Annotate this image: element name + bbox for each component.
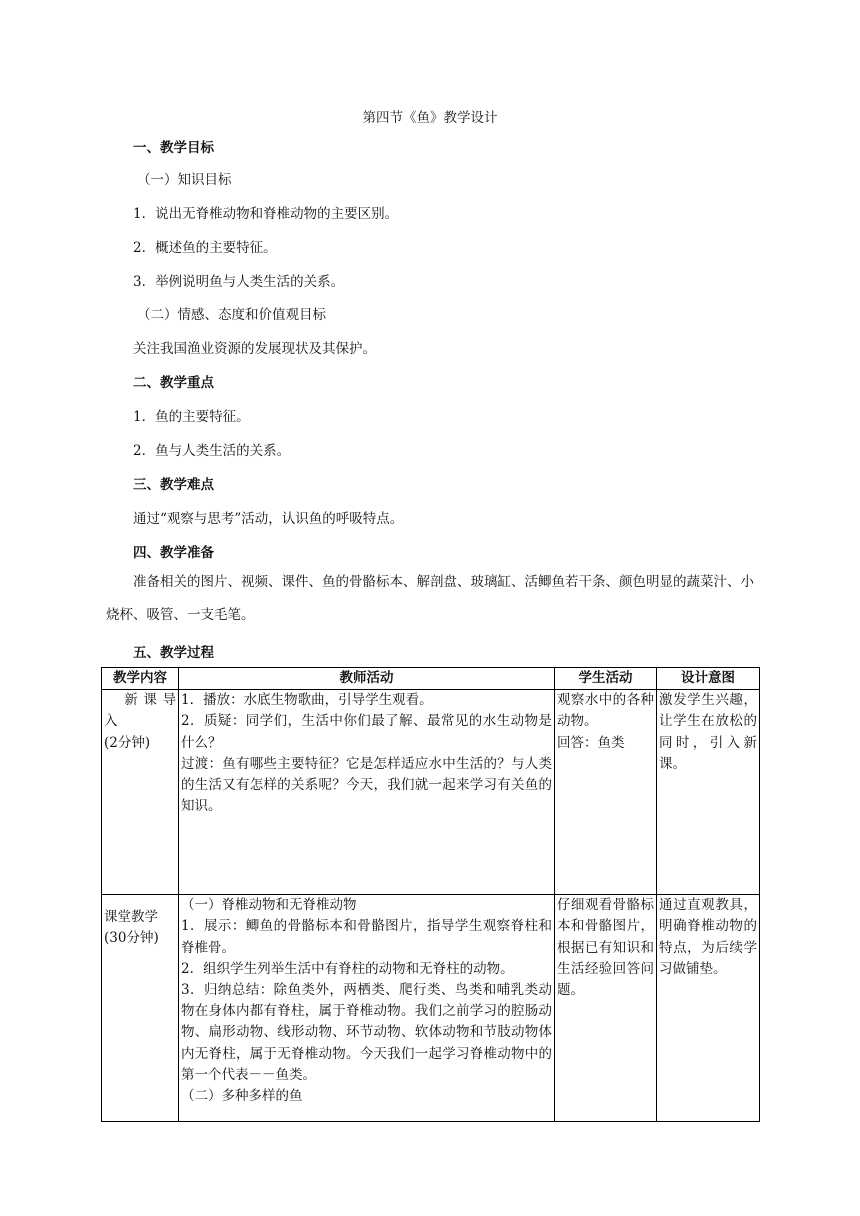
attitude-goal-text: 关注我国渔业资源的发展现状及其保护。 [133,341,376,357]
subheading-attitude-goals: （二）情感、态度和价值观目标 [137,307,326,323]
teacher-activity-line: 1．播放：水底生物歌曲，引导学生观看。 [181,692,433,709]
teacher-activity-line: （一）脊椎动物和无脊椎动物 [181,897,357,914]
teacher-activity-cell [179,690,555,895]
teacher-activity-line: 3．归纳总结：除鱼类外，两栖类、爬行类、鸟类和哺乳类动物在身体内都有脊柱，属于脊椎动物。我们之前学习的腔肠动物、扁形动物、线形动物、环节动物、软体动物和节肢动物体内无脊柱，属于无脊椎动物。今天我们一起学习脊椎动物中的第一个代表－－鱼类。 [181,982,552,1083]
teacher-activity-line: 1．展示：鲫鱼的骨骼标本和骨骼图片，指导学生观察脊柱和脊椎骨。 [181,918,552,956]
teacher-activity-line: （二）多种多样的鱼 [181,1088,303,1105]
goal-item: 2．概述鱼的主要特征。 [133,240,277,256]
design-intent-cell [657,690,760,895]
student-activity-line: 仔细观看骨骼标本和骨骼图片，根据已有知识和生活经验回答问题。 [557,897,654,999]
teacher-activity-line: 2．质疑：同学们，生活中你们最了解、最常见的水生动物是什么？ [181,713,552,751]
document-title: 第四节《鱼》教学设计 [362,110,498,126]
section-heading-preparation: 四、教学准备 [133,545,214,561]
header-student-activity: 学生活动 [555,668,657,690]
content-label: 课堂教学 [104,909,158,926]
table-row [102,895,760,1122]
teacher-activity-line: 过渡：鱼有哪些主要特征？它是怎样适应水中生活的？与人类的生活又有怎样的关系呢？今天，我们就一起来学习有关鱼的知识。 [181,755,552,815]
student-activity-line: 观察水中的各种动物。 [557,692,654,730]
teaching-process-table [101,667,760,1122]
section-heading-key-points: 二、教学重点 [133,375,214,391]
row-content-cell [102,690,179,895]
design-intent-text: 激发学生兴趣，让学生在放松的同时，引入新课。 [659,692,757,772]
header-content: 教学内容 [102,668,179,690]
goal-item: 3．举例说明鱼与人类生活的关系。 [133,274,345,290]
key-point-item: 1．鱼的主要特征。 [133,409,250,425]
teacher-activity-cell [179,895,555,1122]
preparation-text: 准备相关的图片、视频、课件、鱼的骨骼标本、解剖盘、玻璃缸、活鲫鱼若干条、颜色明显的蔬菜汁、小烧杯、吸管、一支毛笔。 [106,574,754,623]
student-activity-cell [555,690,657,895]
header-design-intent: 设计意图 [657,668,760,690]
section-heading-difficulties: 三、教学难点 [133,477,214,493]
section-heading-process: 五、教学过程 [133,645,214,661]
difficulty-text: 通过“观察与思考”活动，认识鱼的呼吸特点。 [133,511,404,527]
teacher-activity-line: 2．组织学生列举生活中有脊柱的动物和无脊柱的动物。 [181,960,514,977]
design-intent-text: 通过直观教具，明确脊椎动物的特点，为后续学习做铺垫。 [659,897,757,977]
content-duration: (30分钟) [104,930,159,947]
row-content-cell [102,895,179,1122]
subheading-knowledge-goals: （一）知识目标 [137,172,232,188]
design-intent-cell [657,895,760,1122]
content-label: 新课导入 [104,692,176,730]
student-activity-line: 回答：鱼类 [557,734,625,751]
table-header-row [102,668,760,690]
goal-item: 1．说出无脊椎动物和脊椎动物的主要区别。 [133,206,399,222]
header-teacher-activity: 教师活动 [179,668,555,690]
student-activity-cell [555,895,657,1122]
section-heading-goals: 一、教学目标 [133,140,214,156]
table-row [102,690,760,895]
content-duration: (2分钟) [104,734,151,751]
key-point-item: 2．鱼与人类生活的关系。 [133,443,291,459]
